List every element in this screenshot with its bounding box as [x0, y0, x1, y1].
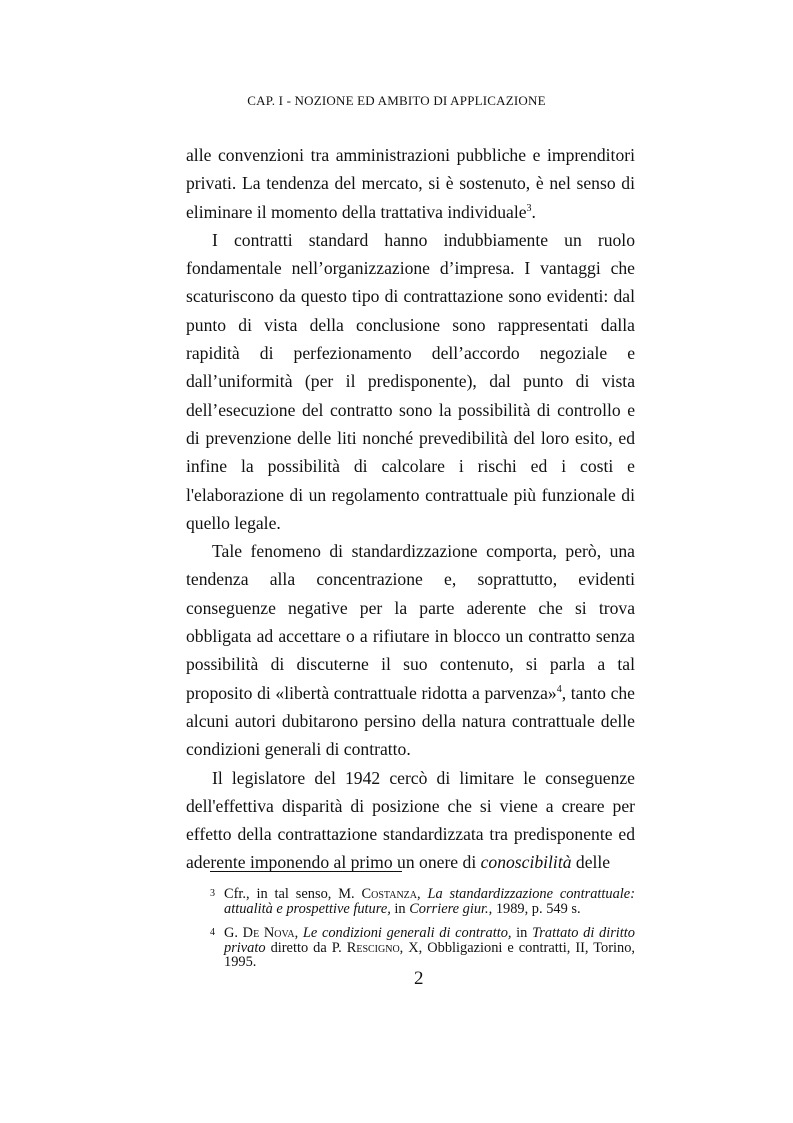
- footnote-number: 4: [210, 927, 215, 938]
- footnote-text-part: in: [390, 900, 410, 917]
- footnote-text-part: G.: [224, 925, 243, 941]
- paragraph-4-text: Il legislatore del 1942 cercò di limitare le conseguenze dell'effettiva disparità di posizione che si viene a creare per effetto della contrattazione standardizzata tra predisponente ed aderente imponendo al primo un onere di: [186, 767, 635, 873]
- footnote-4: [210, 926, 635, 970]
- paragraph-4-emphasis: conoscibilità: [480, 852, 572, 873]
- footnote-editor: Rescigno: [346, 939, 400, 956]
- footnote-author: De Nova: [242, 925, 295, 941]
- footnote-text-part: diretto da P.: [265, 939, 347, 956]
- footnotes: [210, 887, 635, 980]
- body-text: [186, 141, 635, 877]
- paragraph-1-end: .: [531, 201, 536, 222]
- paragraph-2: I contratti standard hanno indubbiamente un ruolo fondamentale nell’organizzazione d’impresa. I vantaggi che scaturiscono da questo tipo di contrattazione sono evidenti: dal punto di vista della conclusione sono rappresentati dalla rapidità di perfezionamento dell’accordo negoziale e dall’uniformità (per il predisponente), dal punto di vista dell’esecuzione del contratto sono la possibilità di controllo e di prevenzione delle liti nonché prevedibilità del loro esito, ed infine la possibilità di calcolare i rischi ed i costi e l'elaborazione di un regolamento contrattuale più funzionale di quello legale.: [186, 229, 635, 533]
- footnote-text-part: Cfr., in tal senso, M.: [224, 886, 362, 902]
- footnote-text-part: ,: [294, 925, 303, 941]
- paragraph-4: [186, 764, 635, 877]
- footnote-text-part: 1989, p. 549 s.: [492, 900, 581, 917]
- paragraph-4-end: delle: [571, 852, 611, 873]
- paragraph-3-end: , tanto che alcuni autori dubitarono persino della natura contrattuale delle condizioni generali di contratto.: [186, 682, 635, 760]
- paragraph-1-text: alle convenzioni tra amministrazioni pubbliche e imprenditori privati. La tendenza del mercato, si è sostenuto, è nel senso di eliminare il momento della trattativa individuale: [186, 145, 635, 222]
- footnote-number: 3: [210, 888, 215, 899]
- footnote-author: Costanza: [361, 886, 417, 902]
- footnote-ref-3[interactable]: 3: [526, 202, 532, 214]
- footnote-title: Le condizioni generali di contratto,: [302, 925, 512, 941]
- footnote-title: La standardizzazione contrattuale: attualità e prospettive future,: [224, 886, 635, 917]
- paragraph-3-text: Tale fenomeno di standardizzazione comporta, però, una tendenza alla concentrazione e, soprattutto, evidenti conseguenze negative per la parte aderente che si trova obbligata ad accettare o a rifiutare in blocco un contratto senza possibilità di discuterne il suo contenuto, si parla a tal proposito di «libertà contrattuale ridotta a parvenza»: [186, 541, 635, 703]
- paragraph-1: [186, 141, 635, 226]
- footnote-text-part: , X, Obbligazioni e contratti, II, Torino, 1995.: [224, 939, 635, 970]
- footnote-series: Trattato di diritto privato: [224, 925, 635, 956]
- footnote-journal: Corriere giur.,: [409, 900, 493, 917]
- footnote-separator: [210, 871, 402, 872]
- paragraph-3: [186, 537, 635, 763]
- footnote-text: [224, 926, 635, 970]
- footnote-text-part: in: [511, 925, 533, 941]
- page-number: 2: [414, 968, 424, 989]
- footnote-3: [210, 887, 635, 916]
- footnote-text-part: ,: [417, 886, 428, 902]
- footnote-text: [224, 887, 635, 916]
- running-header: CAP. I - NOZIONE ED AMBITO DI APPLICAZIONE: [247, 93, 546, 108]
- footnote-ref-4[interactable]: 4: [556, 683, 562, 695]
